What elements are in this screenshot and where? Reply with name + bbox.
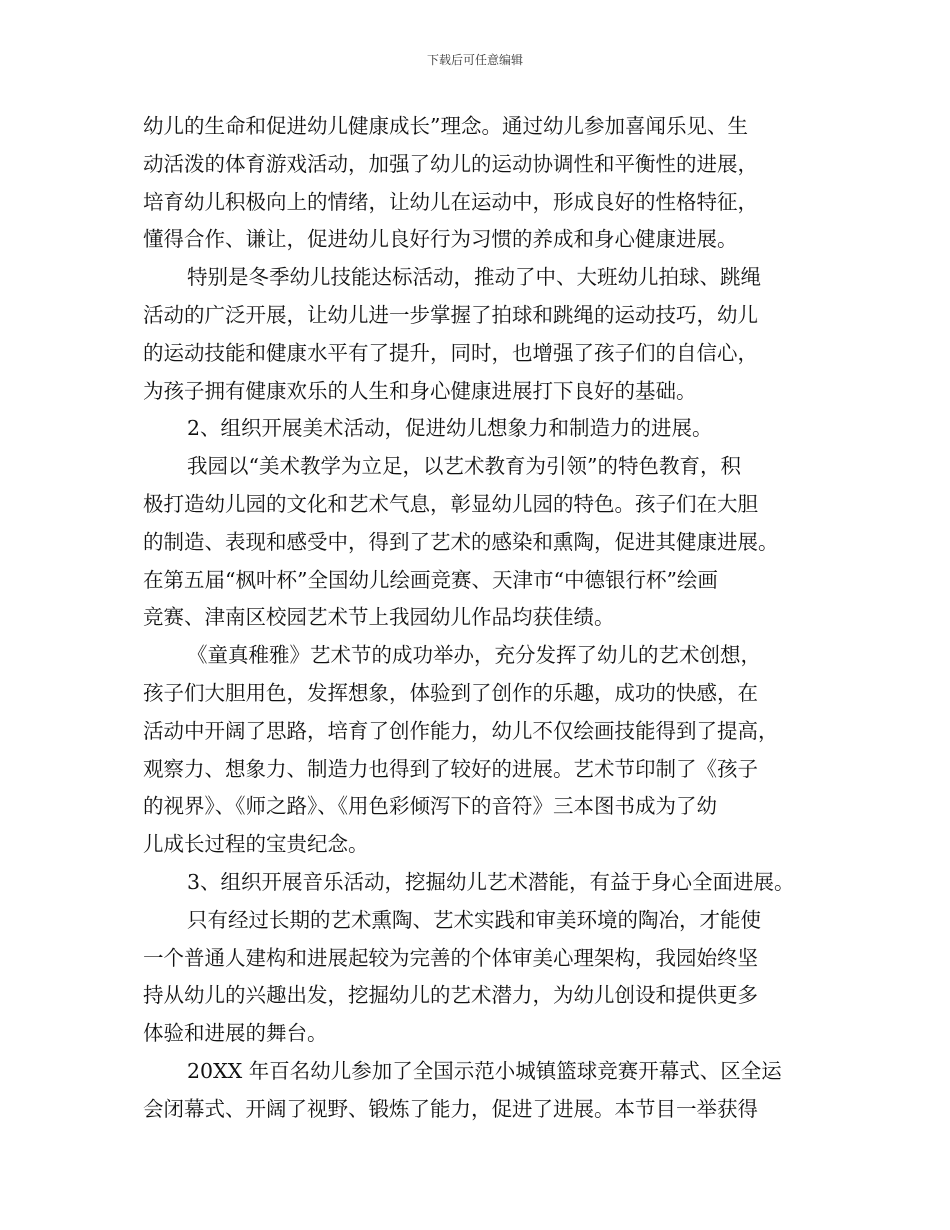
text-line: 为孩子拥有健康欢乐的人生和身心健康进展打下良好的基础。 <box>143 378 697 403</box>
text-line: 活动中开阔了思路，培育了创作能力，幼儿不仅绘画技能得到了提高， <box>143 718 779 743</box>
text-line: 体验和进展的舞台。 <box>143 1021 328 1046</box>
text-line: 孩子们大胆用色，发挥想象，体验到了创作的乐趣，成功的快感，在 <box>143 680 758 705</box>
text-line: 会闭幕式、开阔了视野、锻炼了能力，促进了进展。本节目一举获得 <box>143 1096 758 1121</box>
paragraph <box>143 259 843 410</box>
text-line: 的制造、表现和感受中，得到了艺术的感染和熏陶，促进其健康进展。 <box>143 529 779 554</box>
text-line: 观察力、想象力、制造力也得到了较好的进展。艺术节印制了《孩子 <box>143 756 758 781</box>
paragraph <box>143 108 843 259</box>
text-line: 我园以“美术教学为立足，以艺术教育为引领”的特色教育，积 <box>187 454 741 479</box>
paragraph <box>143 902 843 1053</box>
text-line: 竞赛、津南区校园艺术节上我园幼儿作品均获佳绩。 <box>143 605 615 630</box>
paragraph <box>143 864 843 902</box>
text-line: 懂得合作、谦让，促进幼儿良好行为习惯的养成和身心健康进展。 <box>143 227 738 252</box>
text-line: 2、组织开展美术活动，促进幼儿想象力和制造力的进展。 <box>187 416 713 441</box>
text-line: 一个普通人建构和进展起较为完善的个体审美心理架构，我园始终坚 <box>143 945 758 970</box>
document-body <box>143 108 843 1129</box>
text-line: 动活泼的体育游戏活动，加强了幼儿的运动协调性和平衡性的进展， <box>143 151 758 176</box>
text-line: 极打造幼儿园的文化和艺术气息，彰显幼儿园的特色。孩子们在大胆 <box>143 491 758 516</box>
paragraph <box>143 410 843 448</box>
text-line: 持从幼儿的兴趣出发，挖掘幼儿的艺术潜力，为幼儿创设和提供更多 <box>143 983 758 1008</box>
paragraph <box>143 637 843 864</box>
text-line: 活动的广泛开展，让幼儿进一步掌握了拍球和跳绳的运动技巧，幼儿 <box>143 302 758 327</box>
text-line: 在第五届“枫叶杯”全国幼儿绘画竞赛、天津市“中德银行杯”绘画 <box>143 567 718 592</box>
text-line: 只有经过长期的艺术熏陶、艺术实践和审美环境的陶冶，才能使 <box>187 907 761 932</box>
text-line: 特别是冬季幼儿技能达标活动，推动了中、大班幼儿拍球、跳绳 <box>187 265 761 290</box>
paragraph <box>143 448 843 637</box>
text-line: 《童真稚雅》艺术节的成功举办，充分发挥了幼儿的艺术创想， <box>187 643 761 668</box>
text-line: 的视界》、《师之路》、《用色彩倾泻下的音符》三本图书成为了幼 <box>143 794 717 819</box>
text-line: 幼儿的生命和促进幼儿健康成长”理念。通过幼儿参加喜闻乐见、生 <box>143 114 748 138</box>
text-line: 20XX 年百名幼儿参加了全国示范小城镇篮球竞赛开幕式、区全运 <box>187 1058 782 1083</box>
paragraph <box>143 1053 843 1129</box>
text-line: 3、组织开展音乐活动，挖掘幼儿艺术潜能，有益于身心全面进展。 <box>187 869 795 894</box>
text-line: 儿成长过程的宝贵纪念。 <box>143 832 369 857</box>
text-line: 的运动技能和健康水平有了提升，同时，也增强了孩子们的自信心， <box>143 340 758 365</box>
text-line: 培育幼儿积极向上的情绪，让幼儿在运动中，形成良好的性格特征， <box>143 189 758 214</box>
page-header: 下载后可任意编辑 <box>426 53 523 67</box>
